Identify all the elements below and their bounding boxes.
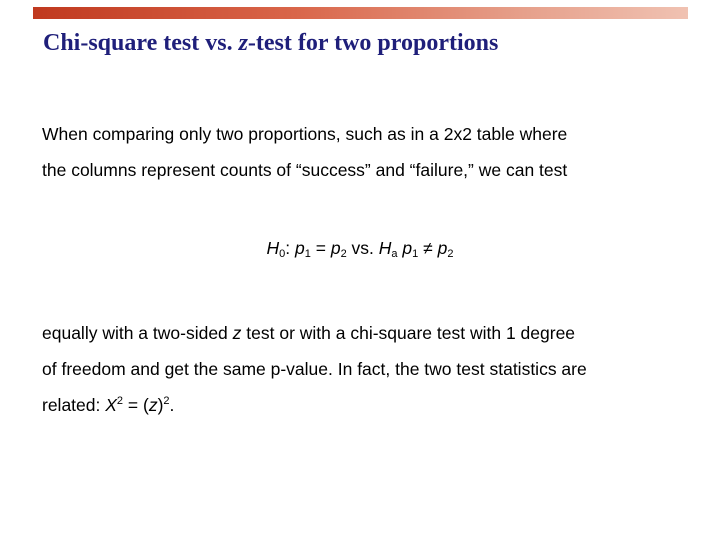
conclusion-line-3 <box>42 387 682 423</box>
alt-p2-subscript: 2 <box>447 248 454 260</box>
title-accent-bar <box>33 7 688 19</box>
vs-text: vs. <box>346 238 379 258</box>
chi-square-symbol: X <box>105 395 117 415</box>
conclusion-line-3-pre: related: <box>42 395 106 415</box>
conclusion-line-1-post: test or with a chi-square test with 1 degree <box>241 323 576 343</box>
chi-square-exponent: 2 <box>116 395 124 407</box>
title-italic-z: z <box>238 30 248 56</box>
intro-line-1: When comparing only two proportions, such as in a 2x2 table where <box>42 124 568 144</box>
final-period: . <box>169 395 175 415</box>
h-alt-symbol: H <box>378 238 392 258</box>
z-squared-symbol: z <box>148 395 158 415</box>
conclusion-line-1 <box>42 315 682 351</box>
conclusion-paragraph <box>42 315 682 423</box>
slide-title <box>43 30 498 57</box>
not-equal-sign: ≠ <box>418 238 438 258</box>
title-part-1: Chi-square test vs. <box>43 30 239 56</box>
intro-paragraph <box>42 116 682 188</box>
alt-p1-symbol: p <box>402 238 413 258</box>
conclusion-line-2: of freedom and get the same p-value. In fact, the two test statistics are <box>42 359 587 379</box>
alt-p2-symbol: p <box>437 238 448 258</box>
p2-subscript: 2 <box>340 248 347 260</box>
h-null-symbol: H <box>266 238 280 258</box>
p2-symbol: p <box>330 238 341 258</box>
equals-sign: = <box>310 238 331 258</box>
hypothesis-statement <box>0 238 720 259</box>
p1-subscript: 1 <box>304 248 311 260</box>
alt-p1-subscript: 1 <box>412 248 419 260</box>
h-null-colon: : <box>285 238 296 258</box>
p1-symbol: p <box>295 238 305 258</box>
z-exponent: 2 <box>163 395 170 407</box>
title-part-2: -test for two proportions <box>247 30 499 56</box>
z-symbol: z <box>232 323 242 343</box>
close-paren: ) <box>157 395 164 415</box>
equals-open-paren: = ( <box>123 395 149 415</box>
intro-line-2: the columns represent counts of “success” and “failure,” we can test <box>42 160 568 180</box>
h-alt-subscript: a <box>391 248 398 260</box>
h-null-subscript: 0 <box>279 248 286 260</box>
conclusion-line-1-pre: equally with a two-sided <box>42 323 233 343</box>
